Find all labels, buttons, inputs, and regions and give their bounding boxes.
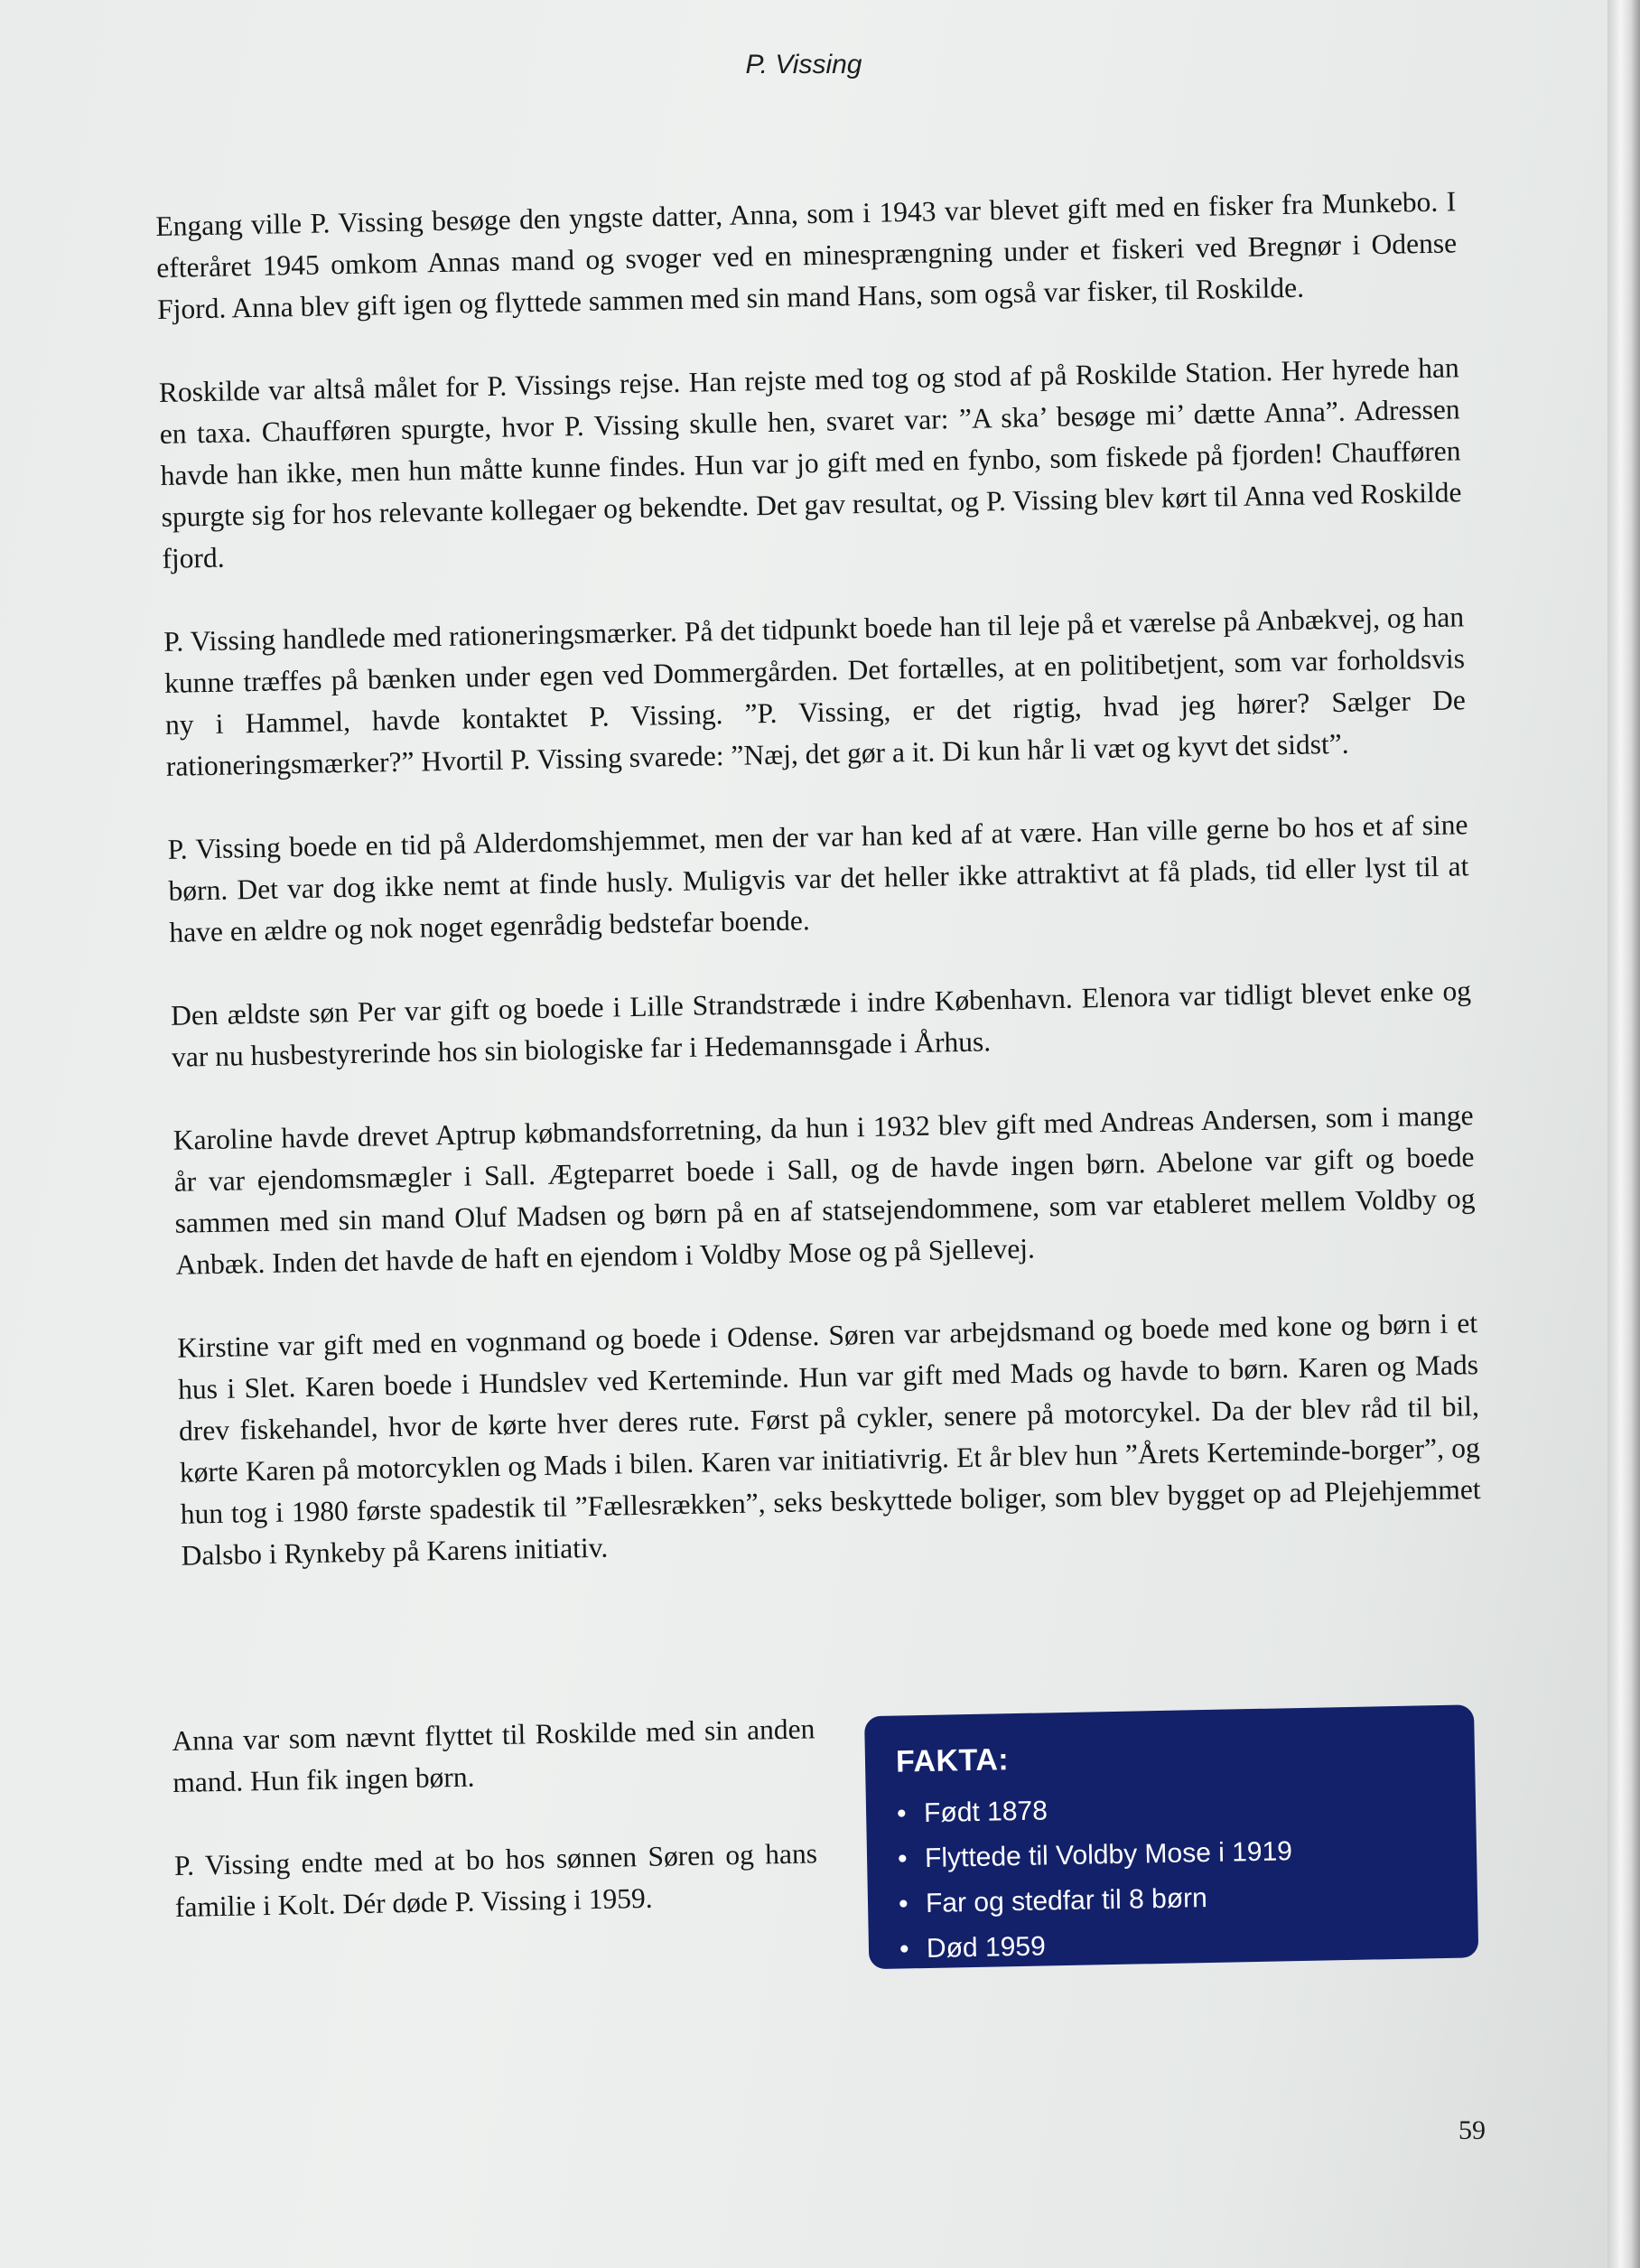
bottom-section [172,1695,1477,1992]
paragraph: Anna var som nævnt flyttet til Roskilde med sin anden mand. Hun fik ingen børn. [172,1713,815,1798]
fakta-list [897,1784,1295,1972]
running-head: P. Vissing [745,50,862,79]
paragraph: Engang ville P. Vissing besøge den yngste datter, Anna, som i 1943 var blevet gift med en fisker fra Munkebo. I efteråret 1945 omkom Annas mand og svoger ved en minesprængning under et fiskeri ved Bregnør i Odense Fjord. Anna blev gift igen og flyttede sammen med sin mand Hans, som også var fisker, til Roskilde. [155,185,1458,325]
body-text [155,181,1483,1618]
paragraph: Roskilde var altså målet for P. Vissings rejse. Han rejste med tog og stod af på Roskilde Station. Her hyrede han en taxa. Chaufføren spurgte, hvor P. Vissing skulle hen, svaret var: ”A ska’ besøge mi’ dætte Anna”. Adressen havde han ikke, men hun måtte kunne findes. Hun var jo gift med en fynbo, som fiskede på fjorden! Chaufføren spurgte sig for hos relevante kollegaer og bekendte. Det gav resultat, og P. Vissing blev kørt til Anna ved Roskilde fjord. [158,351,1462,574]
page-edge [1607,0,1640,2268]
fakta-item: • Flyttede til Voldby Mose i 1919 [898,1829,1293,1881]
fakta-item: • Død 1959 [899,1919,1295,1972]
paragraph: P. Vissing handlede med rationeringsmærker. På det tidpunkt boede han til leje på et værelse på Anbækvej, og han kunne træffes på bænken under egen ved Dommergården. Det fortælles, at en politibetjent, som var forholdsvis ny i Hammel, havde kontaktet P. Vissing. ”P. Vissing, er det rigtig, hvad jeg hører? Sælger De rationeringsmærker?” Hvortil P. Vissing svarede: ”Næj, det gør a it. Di kun hår li væt og kyvt det sidst”. [163,601,1467,782]
page-number: 59 [1458,2115,1486,2145]
paragraph: P. Vissing boede en tid på Alderdomshjemmet, men der var han ked af at være. Han ville gerne bo hos et af sine børn. Det var dog ikke nemt at finde husly. Muligvis var det heller ikke attraktivt at få plads, tid eller lyst til at have en ældre og nok noget egenrådig bedstefar boende. [167,808,1469,948]
fakta-box [864,1704,1478,1969]
fakta-title: FAKTA: [895,1742,1010,1779]
paragraph: P. Vissing endte med at bo hos sønnen Søren og hans familie i Kolt. Dér døde P. Vissing i 1959. [173,1837,818,1923]
fakta-item: • Født 1878 [897,1784,1292,1836]
left-column [172,1708,819,1970]
paragraph: Kirstine var gift med en vognmand og boede i Odense. Søren var arbejdsmand og boede med kone og børn i et hus i Slet. Karen boede i Hundslev ved Kerteminde. Hun var gift med Mads og havde to børn. Karen og Mads drev fiskehandel, hvor de kørte hver deres rute. Først på cykler, senere på motorcykel. Da der blev råd til bil, kørte Karen på motorcyklen og Mads i bilen. Karen var initiativrig. Et år blev hun ”Årets Kerteminde-borger”, og hun tog i 1980 første spadestik til ”Fællesrækken”, seks beskyttede boliger, som blev bygget op ad Plejehjemmet Dalsbo i Rynkeby på Karens initiativ. [176,1307,1481,1572]
paragraph: Karoline havde drevet Aptrup købmandsforretning, da hun i 1932 blev gift med Andreas Andersen, som i mange år var ejendomsmægler i Sall. Ægteparret boede i Sall, og de havde ingen børn. Abelone var gift og boede sammen med sin mand Oluf Madsen og børn på en af statsejendommene, som var etableret mellem Voldby og Anbæk. Inden det havde de haft en ejendom i Voldby Mose og på Sjellevej. [172,1099,1476,1281]
paragraph: Den ældste søn Per var gift og boede i Lille Strandstræde i indre København. Elenora var tidligt blevet enke og var nu husbestyrerinde hos sin biologiske far i Hedemannsgade i Århus. [170,975,1472,1073]
fakta-item: • Far og stedfar til 8 børn [899,1874,1294,1927]
